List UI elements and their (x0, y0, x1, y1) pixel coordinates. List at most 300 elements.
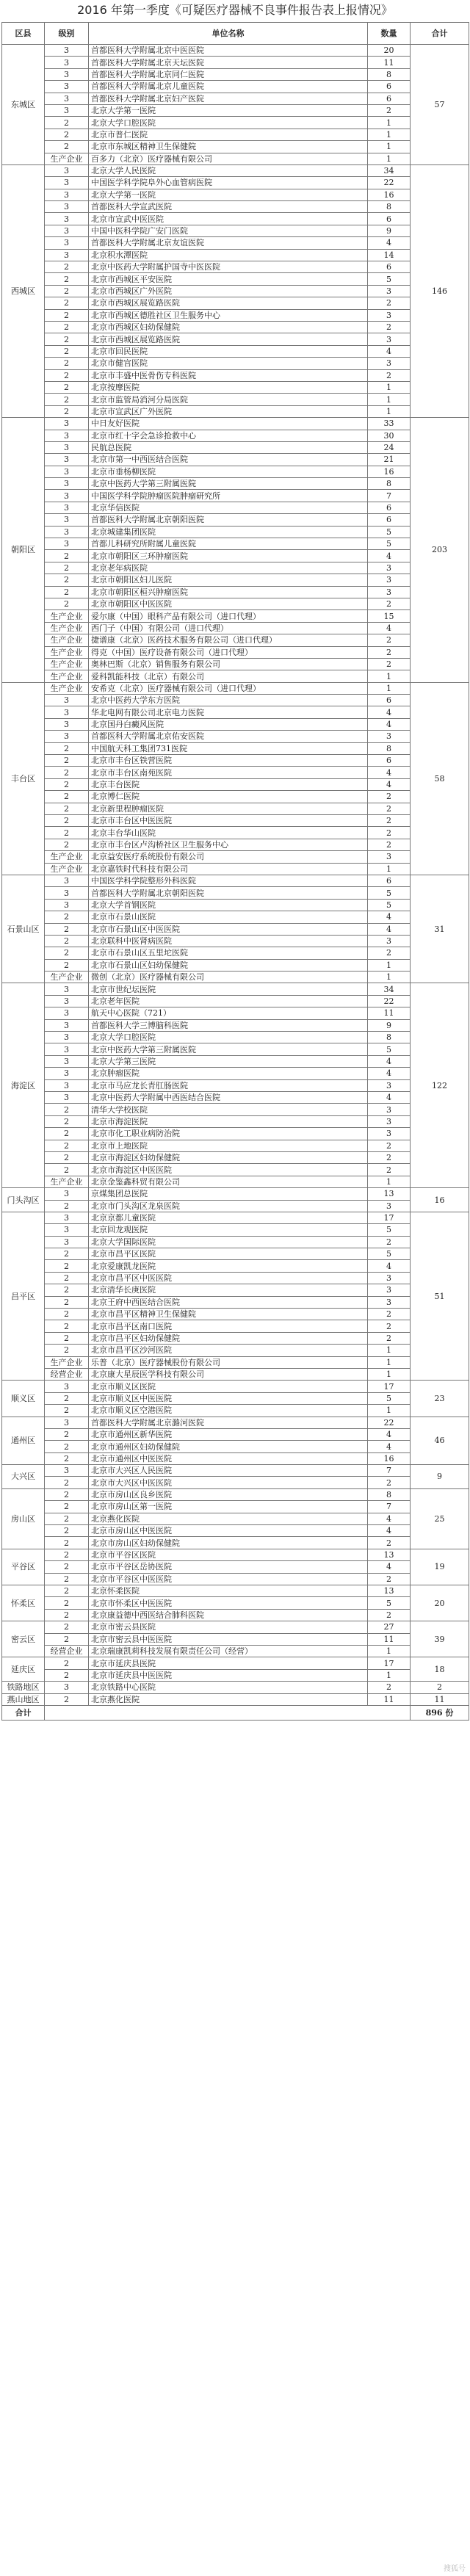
level-cell: 3 (45, 201, 89, 213)
level-cell: 3 (45, 899, 89, 911)
unit-name-cell: 北京市丰台区南苑医院 (89, 767, 368, 778)
level-cell: 3 (45, 441, 89, 453)
count-cell: 4 (368, 923, 411, 935)
unit-name-cell: 北京市丰台区卢沟桥社区卫生服务中心 (89, 839, 368, 850)
count-cell: 33 (368, 418, 411, 430)
table-row (2, 478, 469, 490)
count-cell: 2 (368, 827, 411, 839)
count-cell: 5 (368, 1392, 411, 1404)
unit-name-cell: 首都医科大学宣武医院 (89, 201, 368, 213)
table-row (2, 1260, 469, 1272)
level-cell: 3 (45, 466, 89, 477)
unit-name-cell: 奥林巴斯（北京）销售服务有限公司 (89, 658, 368, 670)
count-cell: 2 (368, 1573, 411, 1585)
table-row (2, 1405, 469, 1417)
region-cell: 平谷区 (2, 1549, 45, 1585)
level-cell: 3 (45, 1224, 89, 1236)
level-cell: 2 (45, 1309, 89, 1320)
table-row (2, 1309, 469, 1320)
table-row (2, 803, 469, 814)
table-row (2, 1032, 469, 1043)
unit-name-cell: 北京市健宫医院 (89, 358, 368, 369)
region-total-cell: 25 (411, 1488, 469, 1549)
level-cell: 2 (45, 586, 89, 598)
unit-name-cell: 中国中医科学院广安门医院 (89, 225, 368, 236)
unit-name-cell: 北京市回民医院 (89, 345, 368, 357)
level-cell: 2 (45, 369, 89, 381)
count-cell: 34 (368, 164, 411, 176)
table-row (2, 345, 469, 357)
count-cell: 6 (368, 502, 411, 513)
level-cell: 2 (45, 261, 89, 273)
unit-name-cell: 北京大学第一医院 (89, 189, 368, 200)
table-row (2, 466, 469, 477)
count-cell: 4 (368, 911, 411, 923)
level-cell: 2 (45, 1200, 89, 1212)
count-cell: 6 (368, 695, 411, 706)
level-cell: 2 (45, 1452, 89, 1464)
count-cell: 8 (368, 742, 411, 754)
unit-name-cell: 北京市通州区妇幼保健院 (89, 1441, 368, 1452)
count-cell: 8 (368, 1488, 411, 1500)
region-cell: 石景山区 (2, 875, 45, 983)
level-cell: 生产企业 (45, 610, 89, 622)
region-cell: 怀柔区 (2, 1585, 45, 1621)
table-row (2, 1043, 469, 1055)
level-cell: 2 (45, 1441, 89, 1452)
count-cell: 8 (368, 1032, 411, 1043)
unit-name-cell: 北京市通州区中医医院 (89, 1452, 368, 1464)
unit-name-cell: 北京市昌平区妇幼保健院 (89, 1332, 368, 1344)
table-row (2, 1200, 469, 1212)
unit-name-cell: 首都医科大学附属北京潞河医院 (89, 1417, 368, 1428)
unit-name-cell: 北京华信医院 (89, 502, 368, 513)
table-row (2, 646, 469, 658)
table-row (2, 189, 469, 200)
count-cell: 11 (368, 1007, 411, 1019)
level-cell: 生产企业 (45, 634, 89, 646)
count-cell: 7 (368, 490, 411, 502)
level-cell: 2 (45, 1296, 89, 1308)
table-row (2, 851, 469, 863)
level-cell: 2 (45, 1549, 89, 1560)
level-cell: 2 (45, 345, 89, 357)
level-cell: 2 (45, 297, 89, 309)
level-cell: 2 (45, 1104, 89, 1115)
level-cell: 2 (45, 141, 89, 153)
count-cell: 1 (368, 381, 411, 393)
level-cell: 3 (45, 430, 89, 441)
level-cell: 2 (45, 550, 89, 562)
count-cell: 3 (368, 851, 411, 863)
table-row (2, 1224, 469, 1236)
unit-name-cell: 北京市宣武中医医院 (89, 213, 368, 225)
table-row (2, 1079, 469, 1091)
unit-name-cell: 北京金鉴鑫科贸有限公司 (89, 1176, 368, 1187)
unit-name-cell: 北京市丰台区铁营医院 (89, 755, 368, 767)
unit-name-cell: 首都医科大学三博脑科医院 (89, 1019, 368, 1031)
count-cell: 15 (368, 610, 411, 622)
count-cell: 11 (368, 1633, 411, 1645)
table-row (2, 369, 469, 381)
table-row (2, 1212, 469, 1223)
level-cell: 2 (45, 803, 89, 814)
table-row (2, 1284, 469, 1296)
table-row (2, 815, 469, 827)
level-cell: 3 (45, 249, 89, 261)
count-cell: 2 (368, 321, 411, 333)
count-cell: 9 (368, 1019, 411, 1031)
table-row (2, 358, 469, 369)
level-cell: 2 (45, 1272, 89, 1284)
count-cell: 3 (368, 1272, 411, 1284)
count-cell: 3 (368, 731, 411, 742)
count-cell: 4 (368, 1561, 411, 1573)
table-row (2, 742, 469, 754)
unit-name-cell: 北京市化工职业病防治院 (89, 1128, 368, 1140)
unit-name-cell: 中国医学科学院阜外心血管病医院 (89, 177, 368, 189)
level-cell: 生产企业 (45, 646, 89, 658)
table-row (2, 405, 469, 417)
count-cell: 2 (368, 1537, 411, 1549)
table-row (2, 634, 469, 646)
table-row (2, 1585, 469, 1597)
level-cell: 生产企业 (45, 972, 89, 983)
count-cell: 6 (368, 81, 411, 93)
count-cell: 6 (368, 514, 411, 526)
region-total-cell: 11 (411, 1693, 469, 1705)
table-row (2, 117, 469, 129)
count-cell: 22 (368, 177, 411, 189)
unit-name-cell: 北京市石景山区中医医院 (89, 923, 368, 935)
unit-name-cell: 北京市昌平区医院 (89, 1248, 368, 1260)
region-total-cell: 23 (411, 1381, 469, 1417)
level-cell: 3 (45, 225, 89, 236)
table-row (2, 285, 469, 297)
level-cell: 生产企业 (45, 1176, 89, 1187)
table-row (2, 418, 469, 430)
count-cell: 2 (368, 1164, 411, 1176)
region-cell: 密云区 (2, 1621, 45, 1657)
unit-name-cell: 北京大学人民医院 (89, 164, 368, 176)
count-cell: 2 (368, 947, 411, 959)
grand-total-spacer (45, 1705, 411, 1720)
level-cell: 2 (45, 815, 89, 827)
count-cell: 4 (368, 1428, 411, 1440)
count-cell: 3 (368, 1079, 411, 1091)
count-cell: 5 (368, 899, 411, 911)
table-row (2, 213, 469, 225)
unit-name-cell: 北京市马应龙长青肛肠医院 (89, 1079, 368, 1091)
table-row (2, 333, 469, 345)
unit-name-cell: 北京市大兴区人民医院 (89, 1465, 368, 1477)
level-cell: 3 (45, 213, 89, 225)
level-cell: 3 (45, 1188, 89, 1200)
unit-name-cell: 首都儿科研究所附属儿童医院 (89, 538, 368, 550)
region-cell: 门头沟区 (2, 1188, 45, 1212)
unit-name-cell: 清华大学校医院 (89, 1104, 368, 1115)
table-row (2, 1356, 469, 1368)
table-row (2, 899, 469, 911)
table-row (2, 1549, 469, 1560)
table-row (2, 1320, 469, 1332)
table-row (2, 514, 469, 526)
unit-name-cell: 北京市通州区新华医院 (89, 1428, 368, 1440)
level-cell: 2 (45, 923, 89, 935)
level-cell: 3 (45, 1417, 89, 1428)
level-cell: 3 (45, 57, 89, 68)
unit-name-cell: 中国医学科学院整形外科医院 (89, 875, 368, 886)
table-row (2, 381, 469, 393)
unit-name-cell: 北京市朝阳区三环肿瘤医院 (89, 550, 368, 562)
count-cell: 20 (368, 45, 411, 57)
unit-name-cell: 北京燕化医院 (89, 1693, 368, 1705)
table-row (2, 526, 469, 538)
count-cell: 2 (368, 1609, 411, 1621)
unit-name-cell: 北京市西城区德胜社区卫生服务中心 (89, 309, 368, 321)
count-cell: 5 (368, 526, 411, 538)
count-cell: 24 (368, 441, 411, 453)
count-cell: 5 (368, 1248, 411, 1260)
table-row (2, 1368, 469, 1380)
count-cell: 2 (368, 815, 411, 827)
count-cell: 1 (368, 682, 411, 694)
table-row (2, 1682, 469, 1693)
unit-name-cell: 中国医学科学院肿瘤医院肿瘤研究所 (89, 490, 368, 502)
count-cell: 4 (368, 1260, 411, 1272)
table-row (2, 875, 469, 886)
unit-name-cell: 民航总医院 (89, 441, 368, 453)
count-cell: 3 (368, 333, 411, 345)
region-total-cell: 18 (411, 1657, 469, 1682)
region-total-cell: 57 (411, 45, 469, 165)
count-cell: 1 (368, 141, 411, 153)
level-cell: 2 (45, 598, 89, 609)
unit-name-cell: 北京市宣武区广外医院 (89, 405, 368, 417)
count-cell: 7 (368, 1501, 411, 1513)
level-cell: 2 (45, 1248, 89, 1260)
count-cell: 4 (368, 1091, 411, 1103)
region-cell: 昌平区 (2, 1212, 45, 1380)
count-cell: 2 (368, 791, 411, 803)
count-cell: 6 (368, 875, 411, 886)
count-cell: 4 (368, 1055, 411, 1067)
level-cell: 3 (45, 1212, 89, 1223)
level-cell: 2 (45, 309, 89, 321)
count-cell: 2 (368, 803, 411, 814)
count-cell: 3 (368, 586, 411, 598)
level-cell: 生产企业 (45, 682, 89, 694)
table-row (2, 1019, 469, 1031)
table-row (2, 1140, 469, 1151)
level-cell: 2 (45, 1525, 89, 1537)
count-cell: 4 (368, 718, 411, 730)
level-cell: 2 (45, 1284, 89, 1296)
level-cell: 3 (45, 887, 89, 899)
header-unit: 单位名称 (89, 23, 368, 45)
unit-name-cell: 北京市西城区展览路医院 (89, 333, 368, 345)
unit-name-cell: 首都医科大学附属北京佑安医院 (89, 731, 368, 742)
unit-name-cell: 爱科凯能科技（北京）有限公司 (89, 670, 368, 682)
count-cell: 2 (368, 1140, 411, 1151)
level-cell: 3 (45, 995, 89, 1007)
table-row (2, 622, 469, 634)
table-row (2, 141, 469, 153)
unit-name-cell: 中日友好医院 (89, 418, 368, 430)
table-row (2, 863, 469, 875)
table-row (2, 1007, 469, 1019)
table-row (2, 718, 469, 730)
level-cell: 2 (45, 1621, 89, 1633)
region-cell: 燕山地区 (2, 1693, 45, 1705)
unit-name-cell: 乐普（北京）医疗器械股份有限公司 (89, 1356, 368, 1368)
unit-name-cell: 北京嘉铁时代科技有限公司 (89, 863, 368, 875)
count-cell: 5 (368, 1597, 411, 1609)
count-cell: 3 (368, 562, 411, 574)
count-cell: 4 (368, 622, 411, 634)
count-cell: 2 (368, 1332, 411, 1344)
level-cell: 3 (45, 1032, 89, 1043)
table-row (2, 177, 469, 189)
level-cell: 2 (45, 742, 89, 754)
table-header-row (2, 23, 469, 45)
level-cell: 生产企业 (45, 153, 89, 164)
level-cell: 2 (45, 333, 89, 345)
count-cell: 8 (368, 68, 411, 80)
table-row (2, 695, 469, 706)
table-row (2, 1392, 469, 1404)
level-cell: 3 (45, 1068, 89, 1079)
level-cell: 生产企业 (45, 1356, 89, 1368)
region-total-cell: 203 (411, 418, 469, 683)
unit-name-cell: 北京市丰台区中医医院 (89, 815, 368, 827)
level-cell: 经营企业 (45, 1645, 89, 1657)
unit-name-cell: 北京中医药大学附属中西医结合医院 (89, 1091, 368, 1103)
count-cell: 2 (368, 1320, 411, 1332)
table-row (2, 755, 469, 767)
unit-name-cell: 北京市平谷区医院 (89, 1549, 368, 1560)
level-cell: 3 (45, 1019, 89, 1031)
level-cell: 2 (45, 1513, 89, 1524)
table-row (2, 1452, 469, 1464)
table-row (2, 1296, 469, 1308)
unit-name-cell: 北京大学口腔医院 (89, 1032, 368, 1043)
unit-name-cell: 北京新里程肿瘤医院 (89, 803, 368, 814)
count-cell: 4 (368, 706, 411, 718)
unit-name-cell: 捷谱康（北京）医药技术服务有限公司（进口代理） (89, 634, 368, 646)
count-cell: 2 (368, 1477, 411, 1488)
count-cell: 1 (368, 394, 411, 405)
level-cell: 2 (45, 1488, 89, 1500)
level-cell: 3 (45, 875, 89, 886)
level-cell: 2 (45, 778, 89, 790)
level-cell: 2 (45, 1609, 89, 1621)
table-row (2, 1477, 469, 1488)
table-row (2, 1128, 469, 1140)
unit-name-cell: 微创（北京）医疗器械有限公司 (89, 972, 368, 983)
region-cell: 铁路地区 (2, 1682, 45, 1693)
level-cell: 3 (45, 454, 89, 466)
level-cell: 2 (45, 1332, 89, 1344)
count-cell: 34 (368, 983, 411, 995)
unit-name-cell: 北京市昌平区南口医院 (89, 1320, 368, 1332)
count-cell: 2 (368, 839, 411, 850)
table-row (2, 1597, 469, 1609)
level-cell: 3 (45, 81, 89, 93)
unit-name-cell: 北京怀柔医院 (89, 1585, 368, 1597)
unit-name-cell: 北京国丹白癜风医院 (89, 718, 368, 730)
unit-name-cell: 北京王府中西医结合医院 (89, 1296, 368, 1308)
page-title: 2016 年第一季度《可疑医疗器械不良事件报告表上报情况》 (77, 3, 393, 17)
table-row (2, 1441, 469, 1452)
count-cell: 5 (368, 1043, 411, 1055)
level-cell: 2 (45, 394, 89, 405)
count-cell: 6 (368, 93, 411, 104)
table-row (2, 1621, 469, 1633)
level-cell: 2 (45, 827, 89, 839)
table-row (2, 911, 469, 923)
table-row (2, 1573, 469, 1585)
level-cell: 2 (45, 1405, 89, 1417)
unit-name-cell: 北京市海淀医院 (89, 1115, 368, 1127)
unit-name-cell: 北京丰台医院 (89, 778, 368, 790)
count-cell: 2 (368, 1151, 411, 1163)
table-row (2, 1537, 469, 1549)
unit-name-cell: 北京市垂杨柳医院 (89, 466, 368, 477)
level-cell: 3 (45, 177, 89, 189)
unit-name-cell: 北京市监管局消河分局医院 (89, 394, 368, 405)
table-row (2, 1417, 469, 1428)
count-cell: 16 (368, 1452, 411, 1464)
count-cell: 8 (368, 201, 411, 213)
table-row (2, 972, 469, 983)
level-cell: 2 (45, 562, 89, 574)
unit-name-cell: 北京市密云县医院 (89, 1621, 368, 1633)
level-cell: 2 (45, 791, 89, 803)
count-cell: 1 (368, 1356, 411, 1368)
unit-name-cell: 北京大学首钢医院 (89, 899, 368, 911)
count-cell: 2 (368, 598, 411, 609)
table-row (2, 538, 469, 550)
table-row (2, 1513, 469, 1524)
table-row (2, 1609, 469, 1621)
count-cell: 2 (368, 1682, 411, 1693)
count-cell: 3 (368, 1200, 411, 1212)
count-cell: 2 (368, 297, 411, 309)
grand-total-label: 合计 (2, 1705, 45, 1720)
count-cell: 2 (368, 1309, 411, 1320)
table-row (2, 1428, 469, 1440)
count-cell: 4 (368, 237, 411, 249)
unit-name-cell: 北京市石景山区妇幼保健院 (89, 959, 368, 971)
level-cell: 2 (45, 767, 89, 778)
unit-name-cell: 北京大学第一医院 (89, 104, 368, 116)
level-cell: 2 (45, 1115, 89, 1127)
count-cell: 3 (368, 1104, 411, 1115)
table-row (2, 81, 469, 93)
table-row (2, 767, 469, 778)
header-level: 级别 (45, 23, 89, 45)
unit-name-cell: 北京城建集团医院 (89, 526, 368, 538)
level-cell: 生产企业 (45, 851, 89, 863)
level-cell: 2 (45, 1633, 89, 1645)
level-cell: 3 (45, 1236, 89, 1248)
level-cell: 2 (45, 129, 89, 140)
table-row (2, 1236, 469, 1248)
region-cell: 房山区 (2, 1488, 45, 1549)
table-row (2, 1248, 469, 1260)
count-cell: 30 (368, 430, 411, 441)
